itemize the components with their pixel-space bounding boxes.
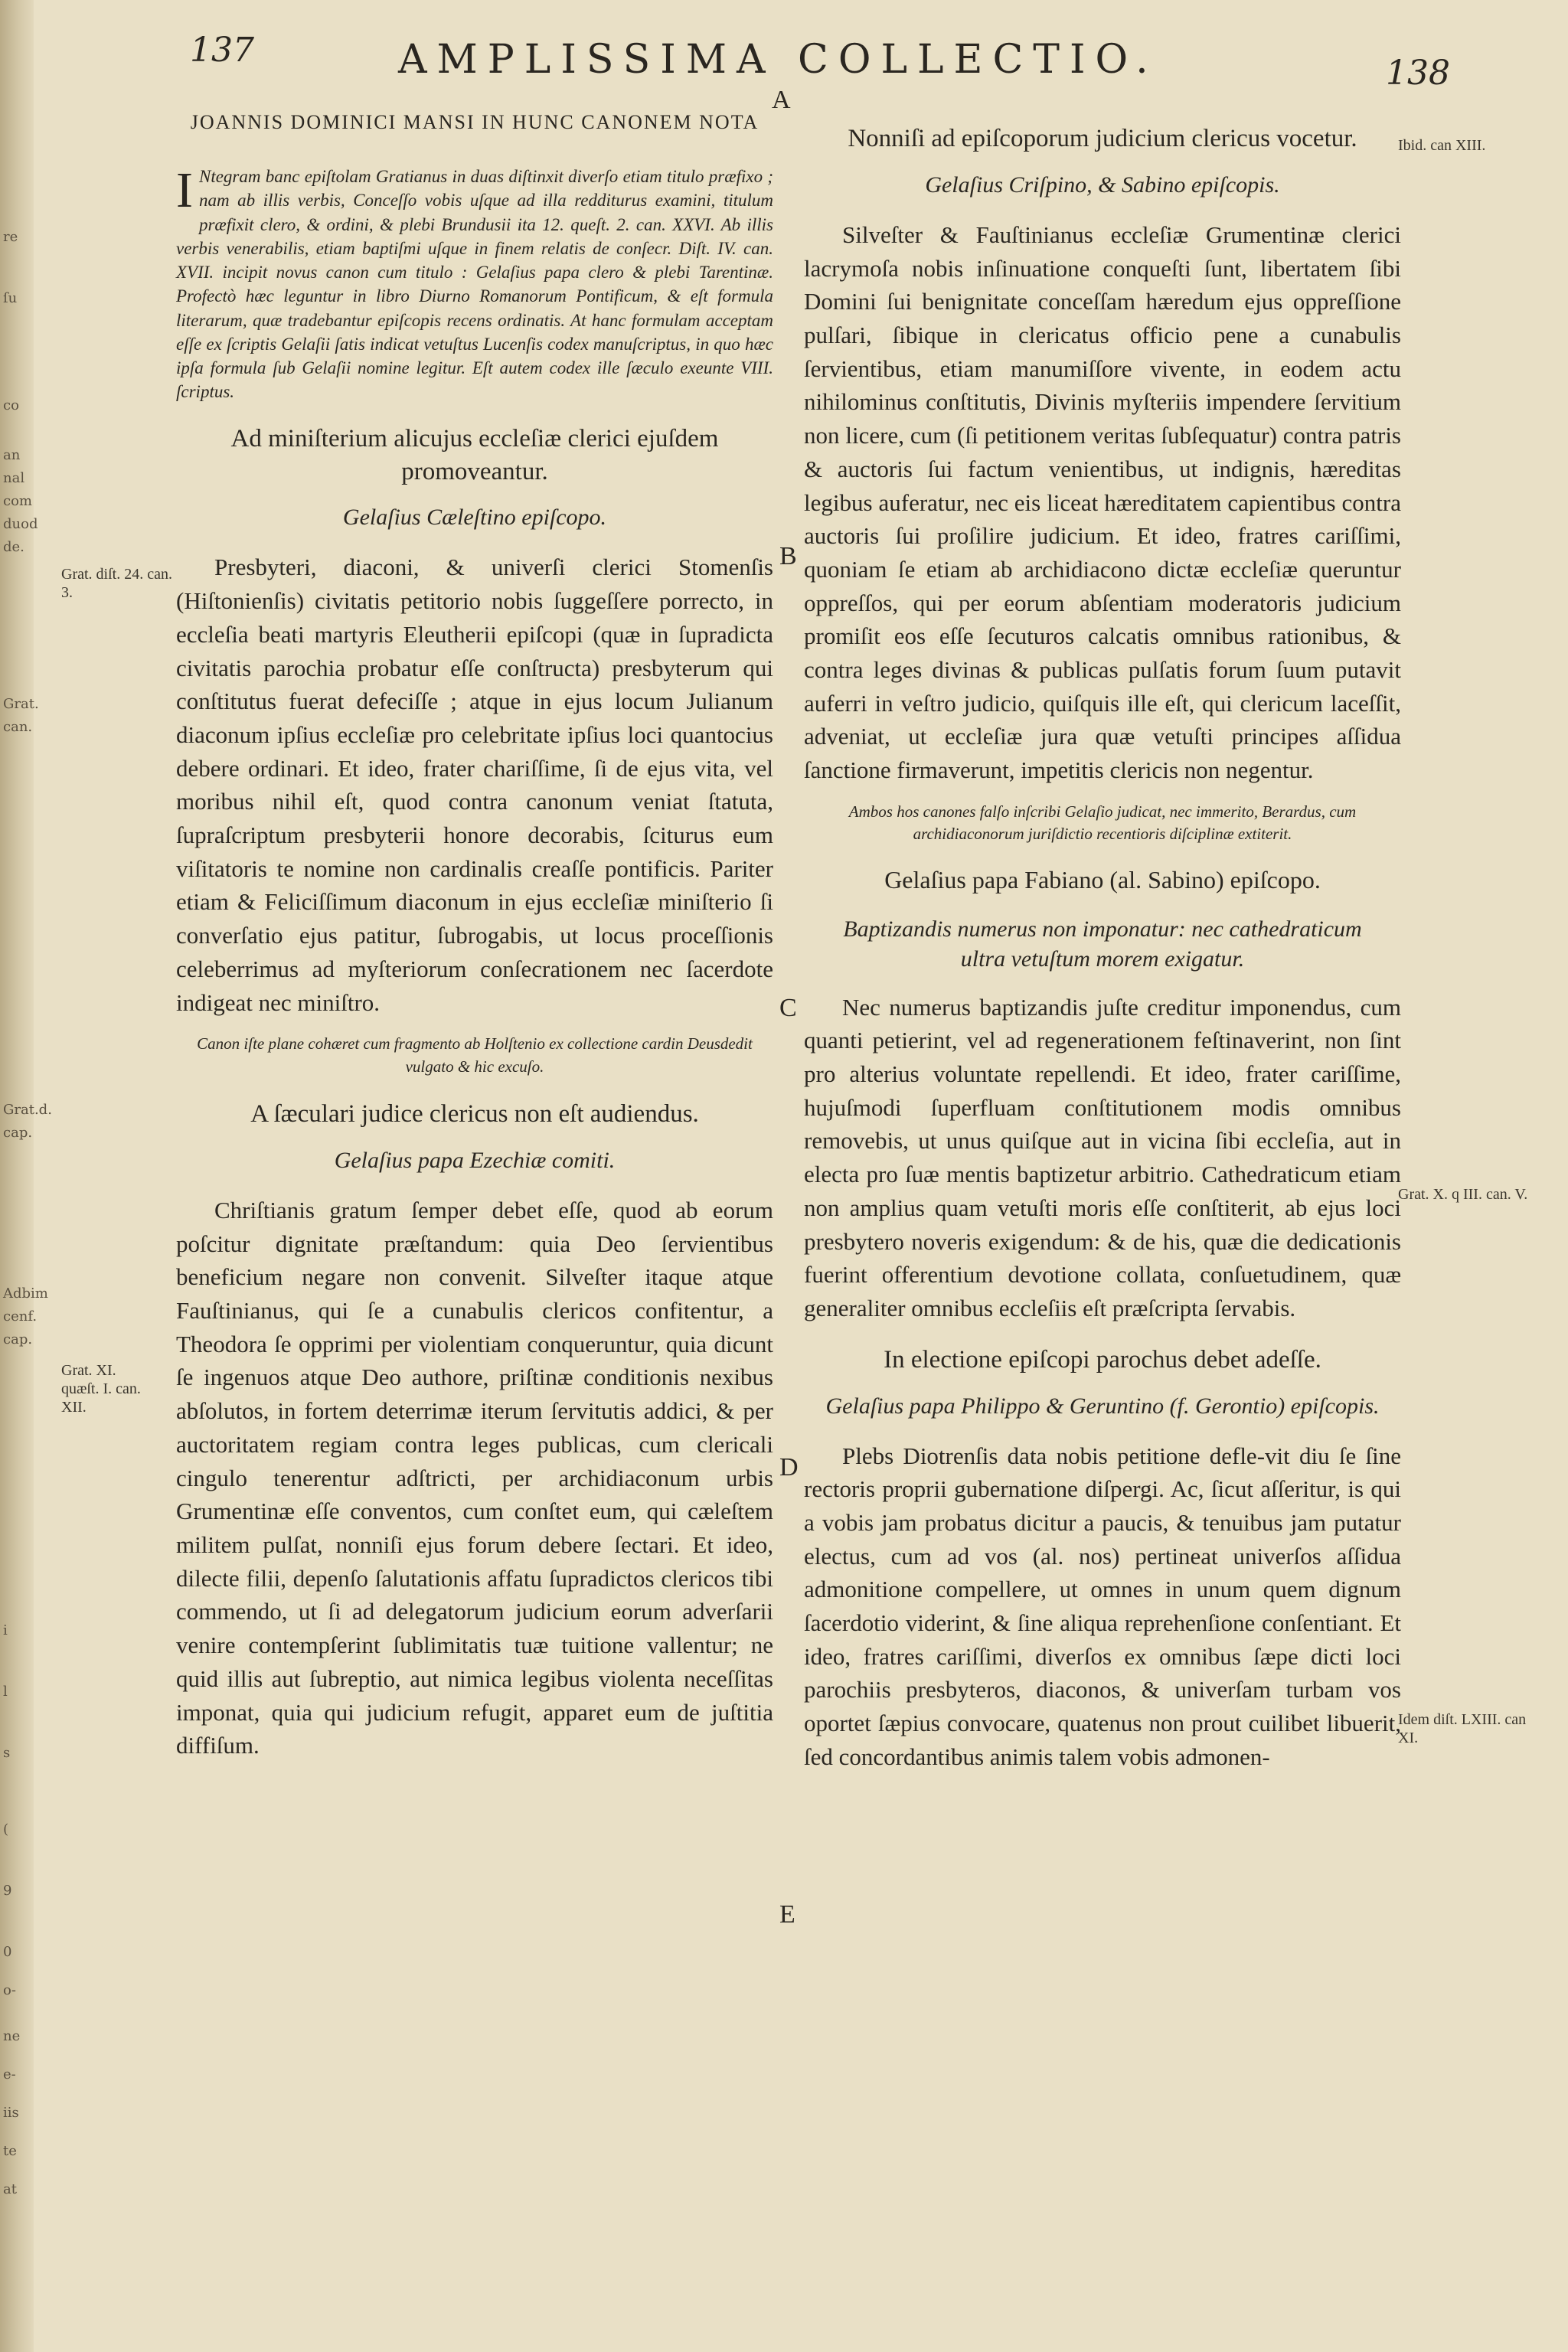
gutter-fragment: ( bbox=[3, 1821, 9, 1838]
letter-text: Nec numerus baptizandis juſte creditur imponendus, cum quanti petierint, vel ad regenerationem feſtinaverint, non ſint pro alterius voluntate repellendi. Et ideo, frater cariſſime, hujuſmodi ſuperfluam conſtitutionem modis omnibus removebis, ut unus quiſque aut in vicina ſibi eccleſia, aut in electa pro ſuæ mentis baptizetur arbitrio. Cathedraticum etiam non amplius quam vetuſti moris eſſe conſtiterit, ab ejus loci presbytero noveris exigendum: & de his, quæ die dedicationis fuerint offerentium devotione collata, conſuetudinem, quæ generaliter omnibus eccleſiis eſt præſcripta ſervabis. bbox=[804, 993, 1401, 1321]
canon-heading: In electione epiſcopi parochus debet adeſſe. bbox=[884, 1345, 1321, 1374]
gutter-fragment: com bbox=[3, 493, 32, 509]
margin-note-left-2: Grat. XI. quæſt. I. can. XII. bbox=[61, 1362, 141, 1416]
gutter-fragment: can. bbox=[3, 719, 33, 735]
section-letter-d: D bbox=[779, 1453, 799, 1481]
gutter-fragment: Grat.d. bbox=[3, 1102, 52, 1118]
canon-heading: Ad miniſterium alicujus eccleſiæ clerici ejuſdem promoveantur. bbox=[230, 424, 719, 485]
column-title: JOANNIS DOMINICI MANSI IN HUNC CANONEM NOTA bbox=[190, 111, 760, 133]
gutter-fragment: re bbox=[3, 229, 18, 245]
gutter-fragment: ne bbox=[3, 2028, 21, 2044]
section-letter-b: B bbox=[779, 542, 797, 570]
gutter-fragment: cap. bbox=[3, 1331, 33, 1348]
editor-note-text: Ntegram banc epiſtolam Gratianus in duas diſtinxit diverſo etiam titulo præfixo ; nam ab illis verbis, Conceſſo vobis uſque ad illa redditurus examini, titulum præfixit clero, & ordini, & plebi Brundusii ita 12. queſt. 2. can. XXVI. Ab illis verbis venerabilis, etiam baptiſmi uſque in finem relatis de conſecr. Diſt. IV. can. XVII. incipit novus canon cum titulo : Gelaſius papa clero & plebi Tarentinæ. Profectò hæc leguntur in libro Diurno Romanorum Pontificum, & eſt formula literarum, quæ tradebantur epiſcopis recens ordinatis. At hanc formulam acceptam eſſe ex ſcriptis Gelaſii ſatis indicat vetuſtus Lucenſis codex manuſcriptus, in quo hæc ipſa formula ſub Gelaſii nomine legitur. Eſt autem codex ille ſæculo exeunte VIII. ſcriptus. bbox=[176, 167, 773, 402]
section-letter-e: E bbox=[779, 1900, 795, 1929]
gutter-fragment: cap. bbox=[3, 1125, 33, 1141]
gutter-fragment: at bbox=[3, 2181, 17, 2197]
left-column bbox=[176, 107, 773, 1776]
gutter-fragment: 9 bbox=[3, 1883, 12, 1899]
gutter-fragment: duod bbox=[3, 516, 38, 532]
letter-text: Silveſter & Fauſtinianus eccleſiæ Grumentinæ clerici lacrymoſa nobis inſinuatione conqueſti ſunt, libertatem ſibi Domini ſui benignitate conceſſam hæredum ejus oppreſſione pulſari, ſibique in clericatus officio pene a cunabulis ſervientibus, etiam manumiſſore vivente, in eodem actu nihilominus conſtitutis, Divinis myſteriis impendere ſervitium non licere, cum (ſi petitionem veritas ſubſequatur) contra patris & auctoris ſui factum venientibus, ut indignis, hæreditas legibus auferatur, nec eis liceat hæreditatem capientibus contra auctoris ſui proſilire judicium. Et ideo, fratres cariſſimi, quoniam ſe etiam ab archidiacono dictæ eccleſiæ queruntur oppreſſos, qui per eorum abſentiam moderatoris judicium promiſit eos eſſe ſecuturos calcatis omnibus rationibus, & contra leges divinas & publicas pulſatis forum ſuum putavit auferri in veſtro judicio, quiſquis ille eſt, qui clericum laceſſit, adveniat, ut eccleſiæ jura quæ vetuſti principes aſſidua ſanctione firmaverunt, impetitis clericis non negentur. bbox=[804, 220, 1401, 784]
editor-note: Ambos hos canones falſo inſcribi Gelaſio judicat, nec immerito, Berardus, cum archidiaconorum juriſdictio recentioris diſciplinæ extiterit. bbox=[848, 802, 1357, 844]
letter-address: Gelaſius Cæleſtino epiſcopo. bbox=[342, 505, 607, 531]
editor-note bbox=[176, 162, 773, 404]
drop-initial: I bbox=[176, 162, 193, 218]
gutter-fragment: an bbox=[3, 447, 21, 463]
letter-address: Gelaſius papa Ezechiæ comiti. bbox=[334, 1147, 616, 1173]
gutter-fragment: i bbox=[3, 1622, 8, 1638]
left-page-number: 137 bbox=[190, 31, 254, 70]
canon-heading: Nonniſi ad epiſcoporum judicium clericus vocetur. bbox=[848, 125, 1357, 152]
letter-text: Chriſtianis gratum ſemper debet eſſe, quod ab eorum poſcitur dignitate præſtandum: quia Deo ſervientibus beneficium negare non convenit. Silveſter itaque atque Fauſtinianus, qui ſe a cunabulis clericos confitentur, a Theodora ſe opprimi per violentiam conqueruntur, quia dicunt ſe ingenuos atque Deo authore, priſtinæ conditionis nexibus abſolutos, in fortem deterrimæ iterum ſervitutis addici, & per auctoritatem regiam contra leges publicas, cum clericali cingulo tenerentur adſtricti, per archidiaconum urbis Grumentinæ eſſe conventos, cum conſtet eum, qui cæleſtem militem pulſat, nonniſi ejus forum debere ſectari. Et ideo, dilecte filii, depenſo ſalutationis affatu ſupradictos clericos tibi commendo, ut ſi ad delegatorum judicium eorum adverſarii venire contempſerint ſublimitatis tuæ tuitione vallentur; ne quid illis aut ſubreptio, aut nimica legibus violenta neceſſitas imponat, quia qui judicium refugit, apparet eum de juſtitia diffiſum. bbox=[176, 1196, 773, 1759]
gutter-fragment: te bbox=[3, 2143, 17, 2159]
letter-text: Presbyteri, diaconi, & univerſi clerici Stomenſis (Hiſtonienſis) civitatis petitorio nobis ſuggeſſere porrecto, in eccleſia beati martyris Eleutherii epiſcopi (quæ in ſupradicta civitatis parochia probatur eſſe conſtructa) presbyterum qui conſtitutus fuerat defeciſſe ; atque in ejus locum Julianum diaconum ipſius eccleſiæ pro celebritate ipſius loci quantocius debere ordinari. Et ideo, frater chariſſime, ſi de ejus vita, vel moribus nihil eſt, quod contra canonum veniat ſtatuta, ſupraſcriptum presbyterii honore decorabis, ſciturus eum viſitatoris te nomine non cardinalis creaſſe pontificis. Pariter etiam & Feliciſſimum diaconum in ejus eccleſiæ miniſterio ſi converſatio ejus patitur, ſubrogabis, ut locus proceſſionis celeberrimus ad myſteriorum conſecrationem nec ſacerdote indigeat nec miniſtro. bbox=[176, 554, 773, 1016]
margin-note-right-2: Grat. X. q III. can. V. bbox=[1398, 1186, 1528, 1203]
editor-note: Canon iſte plane cohæret cum fragmento ab Holſtenio ex collectione cardin Deusdedit vulgato & hic excuſo. bbox=[197, 1034, 753, 1076]
gutter-fragment: 0 bbox=[3, 1944, 12, 1960]
gutter-fragment: l bbox=[3, 1684, 8, 1700]
gutter-fragment: o- bbox=[3, 1982, 16, 1998]
gutter-fragment: co bbox=[3, 397, 19, 413]
margin-note-right-1: Ibid. can XIII. bbox=[1398, 137, 1486, 154]
gutter-fragment: ſu bbox=[3, 290, 18, 306]
previous-page-edge bbox=[0, 0, 52, 2352]
gutter-fragment: Adbim bbox=[3, 1285, 48, 1302]
right-column bbox=[804, 122, 1401, 1788]
running-head bbox=[0, 31, 1568, 92]
letter-text: Plebs Diotrenſis data nobis petitione defle-vit diu ſe ſine rectoris proprii gubernatione diſpergi. Ac, ſicut aſſeritur, is qui a vobis jam probatus dicitur a paucis, & tenuibus jam putatur electus, cum ad vos (al. nos) pertineat univerſos aſſidua admonitione compellere, ut omnes in unum quem dignum ſacerdotio viderint, & ſine aliqua reprehenſione conſentiant. Et ideo, fratres cariſſimi, diverſos ex omnibus ſæpe dicti loci parochiis presbyteros, diaconos, & univerſam turbam vos oportet ſæpius convocare, quatenus non prout cuilibet libuerit, ſed concordantibus animis talem vobis admonen- bbox=[804, 1442, 1401, 1770]
gutter-fragment: s bbox=[3, 1745, 11, 1761]
section-letter-a: A bbox=[772, 86, 791, 114]
gutter-fragment: Grat. bbox=[3, 696, 39, 712]
running-title: AMPLISSIMA COLLECTIO. bbox=[398, 37, 1158, 83]
gutter-fragment: de. bbox=[3, 539, 24, 555]
margin-note-right-3: Idem diſt. LXIII. can XI. bbox=[1398, 1711, 1527, 1746]
gutter-fragment: nal bbox=[3, 470, 25, 486]
gutter-fragment: iis bbox=[3, 2105, 19, 2121]
canon-heading: A ſæculari judice clericus non eſt audiendus. bbox=[250, 1100, 699, 1129]
right-page-number: 138 bbox=[1386, 54, 1450, 93]
gutter-fragment: e- bbox=[3, 2066, 16, 2082]
letter-address: Gelaſius Criſpino, & Sabino epiſcopis. bbox=[925, 172, 1280, 198]
margin-note-left-1: Grat. diſt. 24. can. 3. bbox=[61, 566, 172, 601]
canon-heading: Baptizandis numerus non imponatur: nec cathedraticum ultra vetuſtum morem exigatur. bbox=[843, 916, 1362, 972]
section-letter-c: C bbox=[779, 994, 797, 1022]
letter-address: Gelaſius papa Fabiano (al. Sabino) epiſcopo. bbox=[884, 865, 1321, 893]
letter-address: Gelaſius papa Philippo & Geruntino (f. Gerontio) epiſcopis. bbox=[825, 1393, 1380, 1419]
gutter-fragment: cenf. bbox=[3, 1308, 38, 1325]
